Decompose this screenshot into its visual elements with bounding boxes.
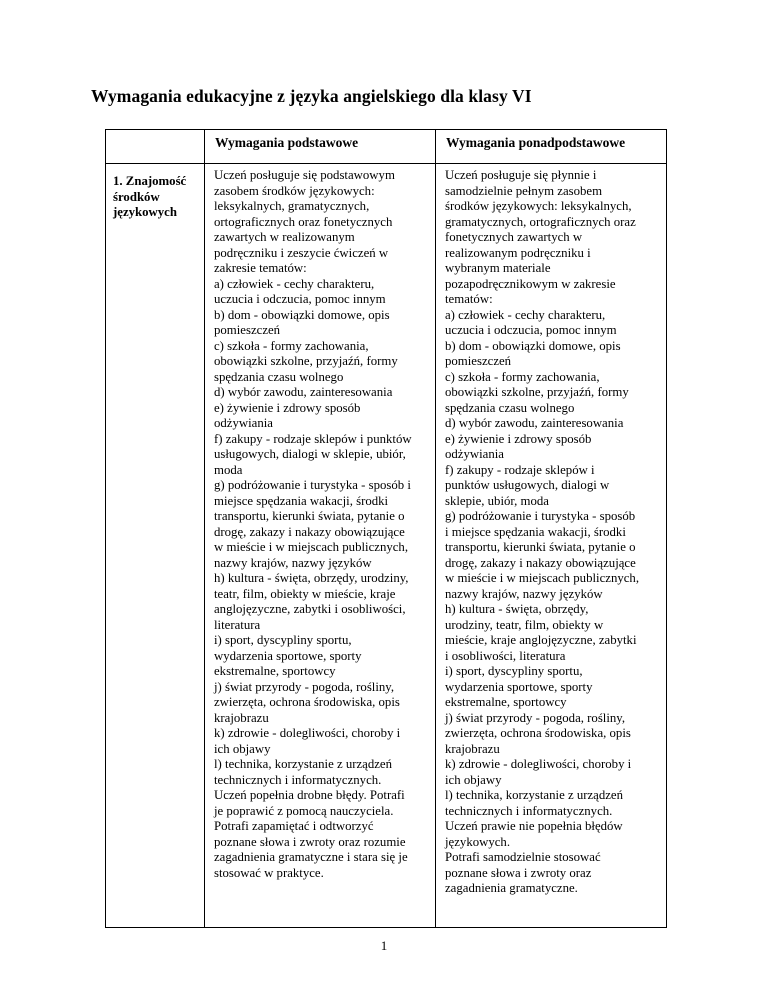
text-line: uczucia i odczucia, pomoc innym [445, 323, 617, 337]
header-advanced: Wymagania ponadpodstawowe [436, 130, 667, 164]
requirements-table [105, 129, 667, 928]
text-line: ich objawy [214, 741, 271, 756]
text-line: środków językowych: leksykalnych, [445, 199, 632, 213]
table-row [106, 164, 667, 928]
text-line: językowych. [445, 834, 511, 849]
text-line: zasobem środków językowych: [214, 183, 375, 198]
text-line: i osobliwości, literatura [445, 648, 566, 663]
text-line: transportu, kierunki świata, pytanie o [214, 509, 405, 523]
text-line: wybranym materiale [445, 261, 551, 275]
text-line: j) świat przyrody - pogoda, rośliny, [214, 679, 395, 694]
text-line: Potrafi samodzielnie stosować [445, 850, 601, 864]
text-line: wydarzenia sportowe, sporty [214, 648, 362, 663]
text-line: gramatycznych, ortograficznych oraz [445, 214, 636, 229]
text-line: samodzielnie pełnym zasobem [445, 183, 603, 198]
text-line: literatura [214, 617, 261, 632]
text-line: podręczniku i zeszycie ćwiczeń w [214, 245, 389, 260]
text-line: leksykalnych, gramatycznych, [214, 199, 370, 213]
text-line: tematów: [445, 292, 493, 306]
text-line: ekstremalne, sportowcy [214, 664, 336, 678]
text-line: a) człowiek - cechy charakteru, [445, 307, 606, 322]
text-line: nazwy krajów, nazwy języków [214, 555, 372, 570]
text-line: urodziny, teatr, film, obiekty w [445, 617, 604, 632]
table-header-row [106, 130, 667, 164]
page-number: 1 [380, 938, 388, 953]
text-line: usługowych, dialogi w sklepie, ubiór, [214, 447, 406, 461]
text-line: anglojęzyczne, zabytki i osobliwości, [214, 602, 406, 616]
text-line: krajobrazu [445, 741, 500, 756]
text-line: odżywiania [445, 447, 504, 461]
text-line: spędzania czasu wolnego [445, 400, 575, 415]
text-line: pomieszczeń [445, 354, 512, 368]
text-line: i) sport, dyscypliny sportu, [214, 633, 352, 647]
text-line: g) podróżowanie i turystyka - sposób [445, 509, 636, 523]
text-line: zawartych w realizowanym [214, 230, 355, 244]
basic-requirements-cell [205, 164, 436, 928]
category-label [106, 164, 204, 221]
text-line: c) szkoła - formy zachowania, [445, 369, 600, 384]
text-line: moda [214, 462, 243, 477]
text-line: zwierzęta, ochrona środowiska, opis [445, 726, 631, 740]
text-line: Uczeń posługuje się podstawowym [214, 168, 395, 182]
text-line: Potrafi zapamiętać i odtworzyć [214, 819, 374, 833]
text-line: h) kultura - święta, obrzędy, [445, 602, 589, 616]
text-line: technicznych i informatycznych. [214, 772, 382, 787]
text-line: w mieście i w miejscach publicznych, [214, 540, 409, 554]
text-line: Uczeń prawie nie popełnia błędów [445, 819, 623, 833]
text-line: zwierzęta, ochrona środowiska, opis [214, 695, 400, 709]
text-line: l) technika, korzystanie z urządzeń [214, 757, 393, 771]
text-line: sklepie, ubiór, moda [445, 493, 549, 508]
text-line: poznane słowa i zwroty oraz rozumie [214, 834, 406, 849]
text-line: l) technika, korzystanie z urządzeń [445, 788, 624, 802]
text-line: realizowanym podręczniku i [445, 245, 591, 260]
text-line: drogę, zakazy i nakazy obowiązujące [445, 555, 636, 570]
text-line: i miejsce spędzania wakacji, środki [445, 524, 626, 539]
text-line: zakresie tematów: [214, 261, 307, 275]
text-line: h) kultura - święta, obrzędy, urodziny, [214, 571, 409, 585]
text-line: 1. Znajomość [113, 174, 187, 188]
text-line: d) wybór zawodu, zainteresowania [214, 385, 393, 399]
text-line: fonetycznych zawartych w [445, 230, 583, 244]
text-line: e) żywienie i zdrowy sposób [214, 400, 361, 415]
text-line: i) sport, dyscypliny sportu, [445, 664, 583, 678]
text-line: miejsce spędzania wakacji, środki [214, 493, 389, 508]
text-line: e) żywienie i zdrowy sposób [445, 431, 592, 446]
text-line: językowych [113, 205, 177, 219]
text-line: mieście, kraje anglojęzyczne, zabytki [445, 633, 637, 647]
text-line: b) dom - obowiązki domowe, opis [214, 307, 390, 322]
basic-requirements-text [205, 164, 435, 881]
text-line: b) dom - obowiązki domowe, opis [445, 338, 621, 353]
text-line: zagadnienia gramatyczne i stara się je [214, 850, 408, 864]
text-line: poznane słowa i zwroty oraz [445, 865, 592, 880]
text-line: w mieście i w miejscach publicznych, [445, 571, 640, 585]
text-line: j) świat przyrody - pogoda, rośliny, [445, 710, 626, 725]
text-line: obowiązki szkolne, przyjaźń, formy [445, 385, 629, 399]
text-line: ortograficznych oraz fonetycznych [214, 214, 393, 229]
text-line: f) zakupy - rodzaje sklepów i punktów [214, 431, 412, 446]
text-line: g) podróżowanie i turystyka - sposób i [214, 478, 411, 492]
text-line: punktów usługowych, dialogi w [445, 478, 610, 492]
header-empty-cell [106, 130, 205, 164]
text-line: f) zakupy - rodzaje sklepów i [445, 462, 595, 477]
text-line: pozapodręcznikowym w zakresie [445, 276, 616, 291]
text-line: nazwy krajów, nazwy języków [445, 586, 603, 601]
text-line: transportu, kierunki świata, pytanie o [445, 540, 636, 554]
text-line: je poprawić z pomocą nauczyciela. [214, 803, 394, 818]
text-line: uczucia i odczucia, pomoc innym [214, 292, 386, 306]
text-line: ich objawy [445, 772, 502, 787]
text-line: Uczeń posługuje się płynnie i [445, 168, 597, 182]
text-line: zagadnienia gramatyczne. [445, 881, 578, 895]
text-line: k) zdrowie - dolegliwości, choroby i [214, 726, 401, 740]
advanced-requirements-text [436, 164, 666, 897]
text-line: k) zdrowie - dolegliwości, choroby i [445, 757, 632, 771]
text-line: drogę, zakazy i nakazy obowiązujące [214, 524, 405, 539]
header-basic: Wymagania podstawowe [205, 130, 436, 164]
text-line: ekstremalne, sportowcy [445, 695, 567, 709]
category-cell [106, 164, 205, 928]
text-line: a) człowiek - cechy charakteru, [214, 276, 375, 291]
text-line: środków [113, 189, 160, 204]
text-line: technicznych i informatycznych. [445, 803, 613, 818]
text-line: odżywiania [214, 416, 273, 430]
text-line: krajobrazu [214, 710, 269, 725]
text-line: d) wybór zawodu, zainteresowania [445, 416, 624, 430]
text-line: pomieszczeń [214, 323, 281, 337]
document-title: Wymagania edukacyjne z języka angielskiego dla klasy VI [91, 86, 532, 106]
advanced-requirements-cell [436, 164, 667, 928]
text-line: stosować w praktyce. [214, 865, 324, 880]
text-line: obowiązki szkolne, przyjaźń, formy [214, 354, 398, 368]
text-line: spędzania czasu wolnego [214, 369, 344, 384]
text-line: wydarzenia sportowe, sporty [445, 679, 593, 694]
text-line: teatr, film, obiekty w mieście, kraje [214, 586, 396, 601]
text-line: c) szkoła - formy zachowania, [214, 338, 369, 353]
text-line: Uczeń popełnia drobne błędy. Potrafi [214, 788, 405, 802]
